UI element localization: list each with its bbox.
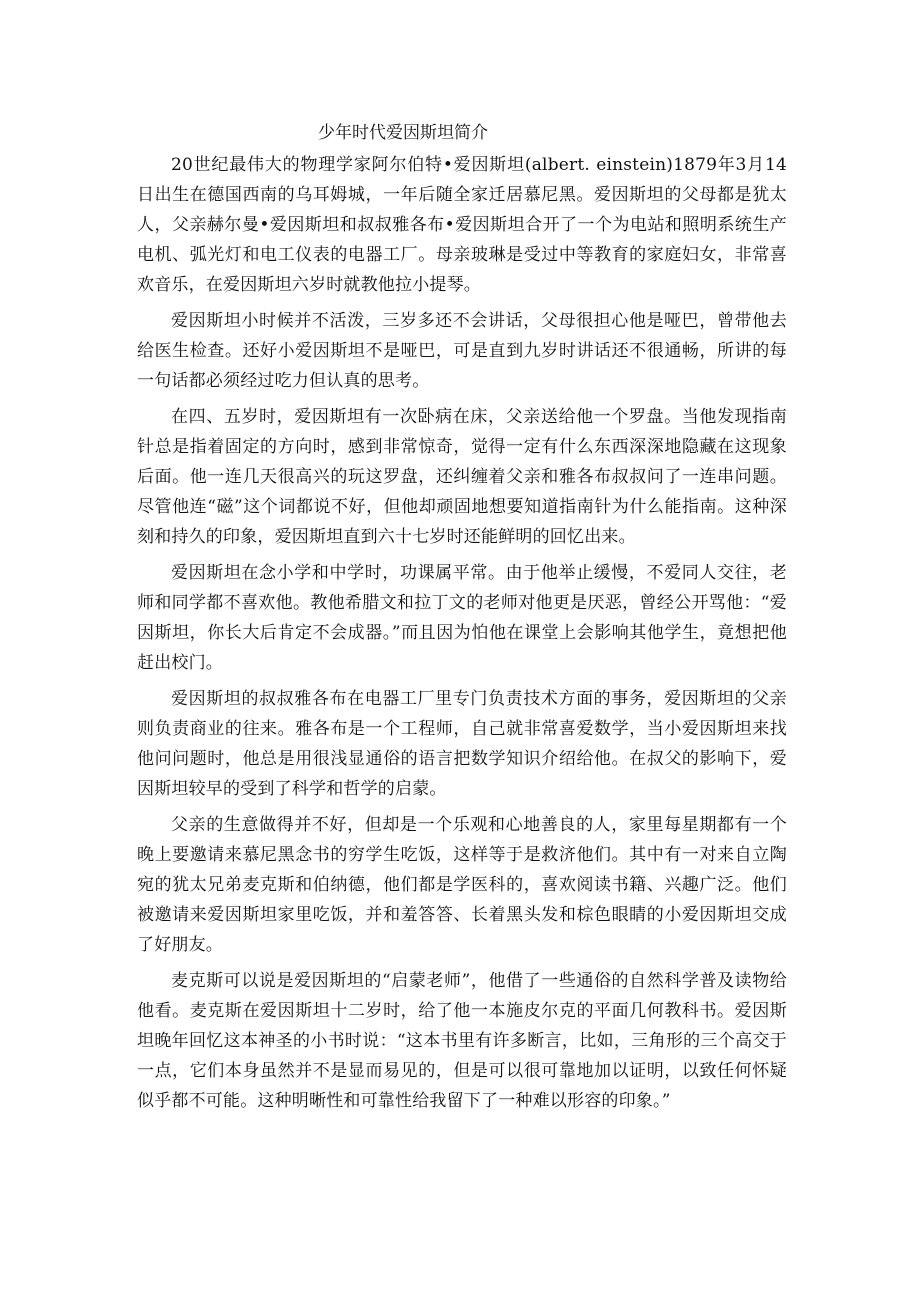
- paragraph-5: 爱因斯坦的叔叔雅各布在电器工厂里专门负责技术方面的事务，爱因斯坦的父亲则负责商业的往来。雅各布是一个工程师，自己就非常喜爱数学，当小爱因斯坦来找他问问题时，他总是用很浅显通俗的语言把数学知识介绍给他。在叔父的影响下，爱因斯坦较早的受到了科学和哲学的启蒙。: [137, 689, 787, 799]
- paragraph-4: 爱因斯坦在念小学和中学时，功课属平常。由于他举止缓慢，不爱同人交往，老师和同学都不喜欢他。教他希腊文和拉丁文的老师对他更是厌恶，曾经公开骂他：“爱因斯坦，你长大后肯定不会成器。”而且因为怕他在课堂上会影响其他学生，竟想把他赶出校门。: [137, 563, 787, 673]
- paragraph-3: 在四、五岁时，爱因斯坦有一次卧病在床，父亲送给他一个罗盘。当他发现指南针总是指着固定的方向时，感到非常惊奇，觉得一定有什么东西深深地隐藏在这现象后面。他一连几天很高兴的玩这罗盘，还纠缠着父亲和雅各布叔叔问了一连串问题。尽管他连“磁”这个词都说不好，但他却顽固地想要知道指南针为什么能指南。这种深刻和持久的印象，爱因斯坦直到六十七岁时还能鲜明的回忆出来。: [137, 407, 787, 547]
- paragraph-7: 麦克斯可以说是爱因斯坦的“启蒙老师”，他借了一些通俗的自然科学普及读物给他看。麦克斯在爱因斯坦十二岁时，给了他一本施皮尔克的平面几何教科书。爱因斯坦晚年回忆这本神圣的小书时说：“这本书里有许多断言，比如，三角形的三个高交于一点，它们本身虽然并不是显而易见的，但是可以很可靠地加以证明，以致任何怀疑似乎都不可能。这种明晰性和可靠性给我留下了一种难以形容的印象。”: [137, 971, 787, 1111]
- paragraph-2: 爱因斯坦小时候并不活泼，三岁多还不会讲话，父母很担心他是哑巴，曾带他去给医生检查。还好小爱因斯坦不是哑巴，可是直到九岁时讲话还不很通畅，所讲的每一句话都必须经过吃力但认真的思考。: [137, 311, 787, 391]
- document-title: 少年时代爱因斯坦简介: [318, 123, 488, 143]
- paragraph-1: 20世纪最伟大的物理学家阿尔伯特•爱因斯坦(albert. einstein)1879年3月14日出生在德国西南的乌耳姆城，一年后随全家迁居慕尼黑。爱因斯坦的父母都是犹太人，父亲赫尔曼•爱因斯坦和叔叔雅各布•爱因斯坦合开了一个为电站和照明系统生产电机、弧光灯和电工仪表的电器工厂。母亲玻琳是受过中等教育的家庭妇女，非常喜欢音乐，在爱因斯坦六岁时就教他拉小提琴。: [137, 155, 787, 295]
- document-body: [137, 150, 787, 1122]
- paragraph-6: 父亲的生意做得并不好，但却是一个乐观和心地善良的人，家里每星期都有一个晚上要邀请来慕尼黑念书的穷学生吃饭，这样等于是救济他们。其中有一对来自立陶宛的犹太兄弟麦克斯和伯纳德，他们都是学医科的，喜欢阅读书籍、兴趣广泛。他们被邀请来爱因斯坦家里吃饭，并和羞答答、长着黑头发和棕色眼睛的小爱因斯坦交成了好朋友。: [137, 815, 787, 955]
